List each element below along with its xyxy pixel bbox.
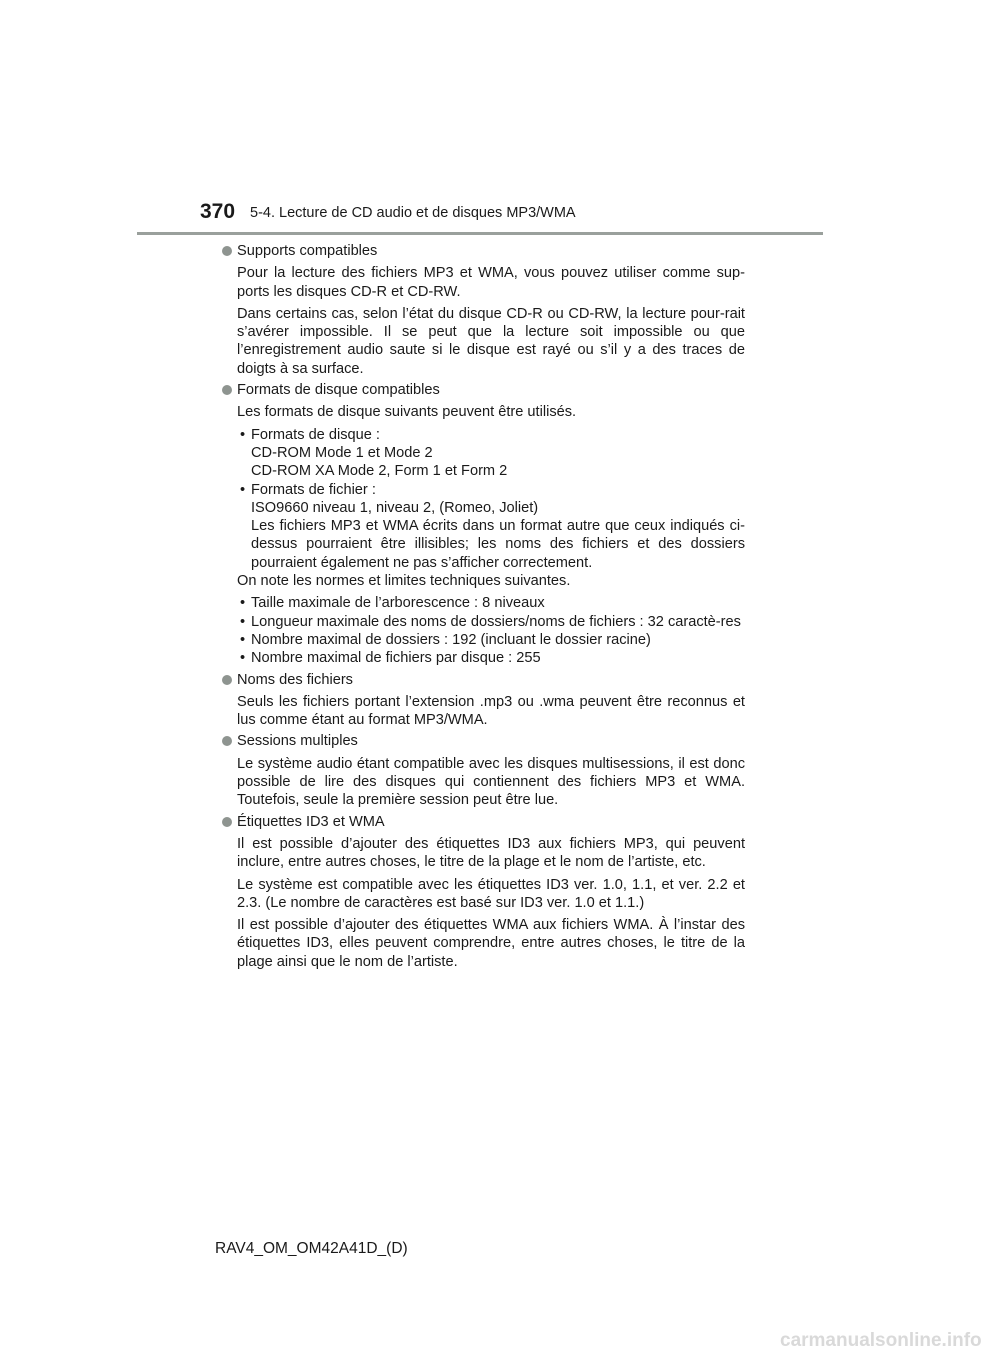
list-item: [237, 631, 745, 649]
paragraph: Il est possible d’ajouter des étiquettes ID3 aux fichiers MP3, qui peuvent inclure, entre autres choses, le titre de la plage et le nom de l’artiste, etc.: [237, 835, 745, 871]
paragraph: Les formats de disque suivants peuvent être utilisés.: [237, 404, 577, 421]
header-divider: [137, 232, 823, 235]
bullet-dot-icon: [222, 385, 232, 395]
list-item-text: Nombre maximal de fichiers par disque : 255: [251, 650, 541, 667]
list-item-detail: Les fichiers MP3 et WMA écrits dans un format autre que ceux indiqués ci-dessus pourraient être illisibles; les noms des fichiers et des dossiers pourraient également ne pas s’afficher correctement.: [251, 518, 745, 571]
bullet-dot-icon: [222, 817, 232, 827]
list-item: [237, 613, 745, 631]
list-bullet: •: [240, 426, 246, 443]
section-heading: [222, 242, 745, 260]
heading-text: Étiquettes ID3 et WMA: [237, 813, 385, 830]
list-item-text: Taille maximale de l’arborescence : 8 niveaux: [251, 595, 545, 612]
heading-text: Supports compatibles: [237, 243, 378, 259]
section-multisession: [222, 732, 745, 809]
list-item: [237, 481, 745, 572]
list-item-label: Formats de disque :: [251, 426, 380, 443]
bullet-dot-icon: [222, 246, 232, 256]
list-item-text: Longueur maximale des noms de dossiers/noms de fichiers : 32 caractè-res: [251, 613, 741, 630]
list-item-line: CD-ROM Mode 1 et Mode 2: [251, 444, 433, 461]
paragraph: Le système est compatible avec les étiquettes ID3 ver. 1.0, 1.1, et ver. 2.2 et 2.3. (Le nombre de caractères est basé sur ID3 ver. 1.0 et 1.1.): [237, 876, 745, 911]
page-content: [222, 242, 745, 974]
list-bullet: •: [240, 481, 246, 498]
section-heading: [222, 671, 745, 689]
section-heading: [222, 813, 745, 831]
bullet-dot-icon: [222, 736, 232, 746]
document-code: RAV4_OM_OM42A41D_(D): [215, 1240, 408, 1257]
list-item-text: Nombre maximal de dossiers : 192 (incluant le dossier racine): [251, 631, 651, 648]
list-bullet: •: [240, 650, 246, 667]
list-item-line: CD-ROM XA Mode 2, Form 1 et Form 2: [251, 463, 508, 480]
list-item-line: ISO9660 niveau 1, niveau 2, (Romeo, Joliet): [251, 499, 539, 516]
list-item-label: Formats de fichier :: [251, 481, 376, 498]
paragraph: Dans certains cas, selon l’état du disque CD-R ou CD-RW, la lecture pour-rait s’avérer impossible. Il se peut que la lecture soit impossible ou que l’enregistrement audio saute si le disque est rayé ou s’il y a des traces de doigts à sa surface.: [237, 305, 745, 377]
heading-text: Formats de disque compatibles: [237, 382, 440, 399]
note-text: On note les normes et limites techniques suivantes.: [237, 573, 571, 590]
section-heading: [222, 732, 745, 750]
section-id3-tags: [222, 813, 745, 971]
paragraph: Le système audio étant compatible avec les disques multisessions, il est donc possible de lire des disques qui contiennent des fichiers MP3 et WMA. Toutefois, seule la première session peut être lue.: [237, 755, 745, 809]
paragraph: Pour la lecture des fichiers MP3 et WMA, vous pouvez utiliser comme sup-ports les disques CD-R et CD-RW.: [237, 265, 745, 300]
heading-text: Sessions multiples: [237, 733, 358, 750]
list-item: [237, 649, 745, 667]
section-supports: [222, 242, 745, 378]
limits-list: [237, 594, 745, 667]
page-number: 370: [200, 200, 236, 223]
bullet-dot-icon: [222, 675, 232, 685]
list-bullet: •: [240, 595, 246, 612]
paragraph: Il est possible d’ajouter des étiquettes WMA aux fichiers WMA. À l’instar des étiquettes ID3, elles peuvent comprendre, entre autres choses, le titre de la plage ainsi que le nom de l’artiste.: [237, 917, 745, 970]
section-filenames: [222, 671, 745, 730]
section-title: 5-4. Lecture de CD audio et de disques MP3/WMA: [250, 205, 576, 221]
heading-text: Noms des fichiers: [237, 671, 353, 688]
section-formats: [222, 381, 745, 667]
section-heading: [222, 381, 745, 399]
format-list: [237, 426, 745, 572]
list-bullet: •: [240, 631, 246, 648]
paragraph: Seuls les fichiers portant l’extension .mp3 ou .wma peuvent être reconnus et lus comme étant au format MP3/WMA.: [237, 693, 745, 729]
list-item: [237, 426, 745, 481]
list-bullet: •: [240, 613, 246, 630]
watermark: carmanualsonline.info: [780, 1330, 982, 1351]
list-item: [237, 594, 745, 612]
